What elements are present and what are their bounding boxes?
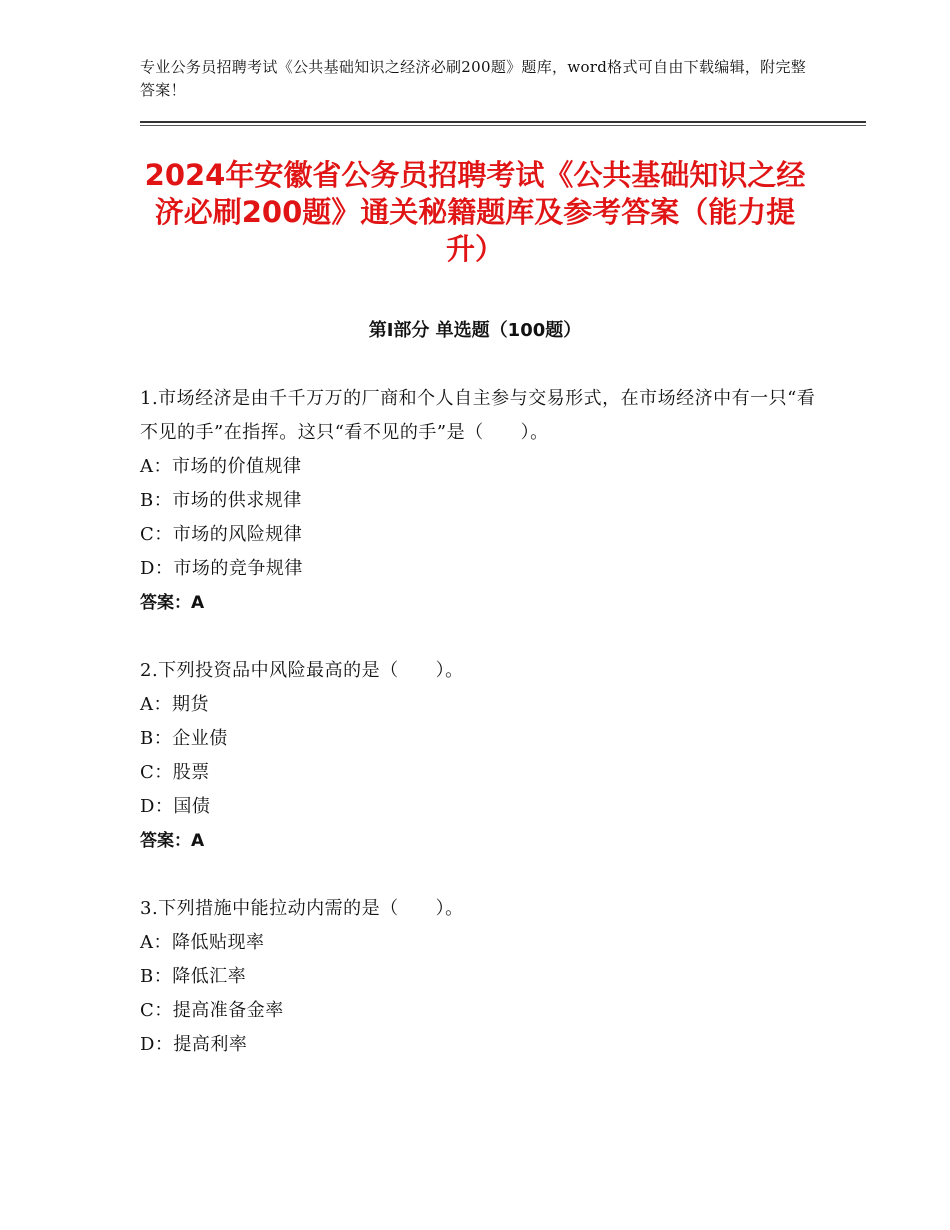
document-title: 2024年安徽省公务员招聘考试《公共基础知识之经济必刷200题》通关秘籍题库及参考答案（能力提升）: [144, 158, 806, 266]
header-divider-thin: [140, 125, 866, 126]
question-2: [140, 654, 820, 858]
option-d: D：提高利率: [140, 1034, 248, 1055]
question-stem: 3.下列措施中能拉动内需的是（ ）。: [140, 898, 464, 919]
option-b: B：市场的供求规律: [140, 490, 302, 511]
option-b: B：降低汇率: [140, 966, 247, 987]
header-note: 专业公务员招聘考试《公共基础知识之经济必刷200题》题库，word格式可自由下载编辑，附完整答案！: [140, 58, 807, 99]
option-b: B：企业债: [140, 728, 228, 749]
question-3: [140, 892, 820, 1062]
answer-label: 答案：A: [140, 593, 205, 613]
option-c: C：市场的风险规律: [140, 524, 303, 545]
option-c: C：提高准备金率: [140, 1000, 284, 1021]
answer-label: 答案：A: [140, 831, 205, 851]
option-d: D：市场的竞争规律: [140, 558, 303, 579]
option-d: D：国债: [140, 796, 211, 817]
option-a: A：期货: [140, 694, 209, 715]
option-a: A：市场的价值规律: [140, 456, 302, 477]
option-a: A：降低贴现率: [140, 932, 265, 953]
question-list: [140, 382, 820, 1096]
header-divider-thick: [140, 121, 866, 123]
section-title: 第Ⅰ部分 单选题（100题）: [368, 320, 582, 341]
option-c: C：股票: [140, 762, 210, 783]
question-stem: 1.市场经济是由千千万万的厂商和个人自主参与交易形式，在市场经济中有一只“看不见的手”在指挥。这只“看不见的手”是（ ）。: [140, 388, 816, 443]
question-stem: 2.下列投资品中风险最高的是（ ）。: [140, 660, 464, 681]
question-1: [140, 382, 820, 620]
